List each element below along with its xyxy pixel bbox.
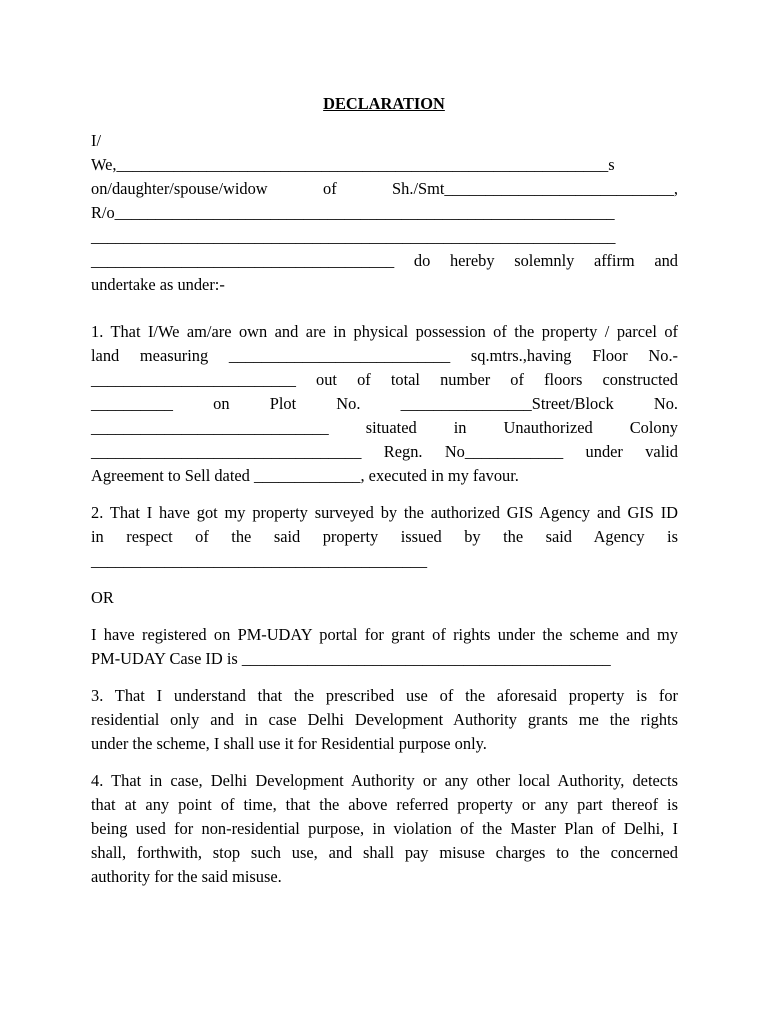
text-line: in respect of the said property issued by the said Agency is <box>91 527 678 546</box>
text-line: under the scheme, I shall use it for Residential purpose only. <box>91 734 487 753</box>
text-line: 2. That I have got my property surveyed by the authorized GIS Agency and GIS ID <box>91 503 678 522</box>
text-line: _________________________ out of total number of floors constructed <box>91 370 678 389</box>
text-line: undertake as under:- <box>91 275 225 294</box>
text-line: land measuring ___________________________ sq.mtrs.,having Floor No.- <box>91 346 678 365</box>
text-line: residential only and in case Delhi Development Authority grants me the rights <box>91 710 678 729</box>
text-line: being used for non-residential purpose, in violation of the Master Plan of Delhi, I <box>91 819 678 838</box>
text-line: on/daughter/spouse/widow of Sh./Smt____________________________, <box>91 179 678 198</box>
text-line: I/ <box>91 131 102 150</box>
document-title: DECLARATION <box>323 94 445 113</box>
text-line: I have registered on PM-UDAY portal for grant of rights under the scheme and my <box>91 625 678 644</box>
text-line: _____________________________________ do hereby solemnly affirm and <box>91 251 678 270</box>
text-line: 3. That I understand that the prescribed use of the aforesaid property is for <box>91 686 678 705</box>
text-line: authority for the said misuse. <box>91 867 282 886</box>
text-line: Agreement to Sell dated _____________, executed in my favour. <box>91 466 519 485</box>
text-line: 1. That I/We am/are own and are in physical possession of the property / parcel of <box>91 322 678 341</box>
text-line: that at any point of time, that the above referred property or any part thereof is <box>91 795 678 814</box>
text-line: OR <box>91 588 114 607</box>
text-line: _____________________________ situated in Unauthorized Colony <box>91 418 678 437</box>
text-line: 4. That in case, Delhi Development Authority or any other local Authority, detects <box>91 771 678 790</box>
text-line: R/o_____________________________________________________________ <box>91 203 615 222</box>
text-line: PM-UDAY Case ID is _____________________________________________ <box>91 649 611 668</box>
text-line: We,____________________________________________________________s <box>91 155 615 174</box>
text-line: _________________________________ Regn. No____________ under valid <box>91 442 678 461</box>
text-line: __________ on Plot No. ________________Street/Block No. <box>91 394 678 413</box>
text-line: shall, forthwith, stop such use, and shall pay misuse charges to the concerned <box>91 843 678 862</box>
text-line: ________________________________________________________________ <box>91 227 616 246</box>
text-line: _________________________________________ <box>91 551 428 570</box>
